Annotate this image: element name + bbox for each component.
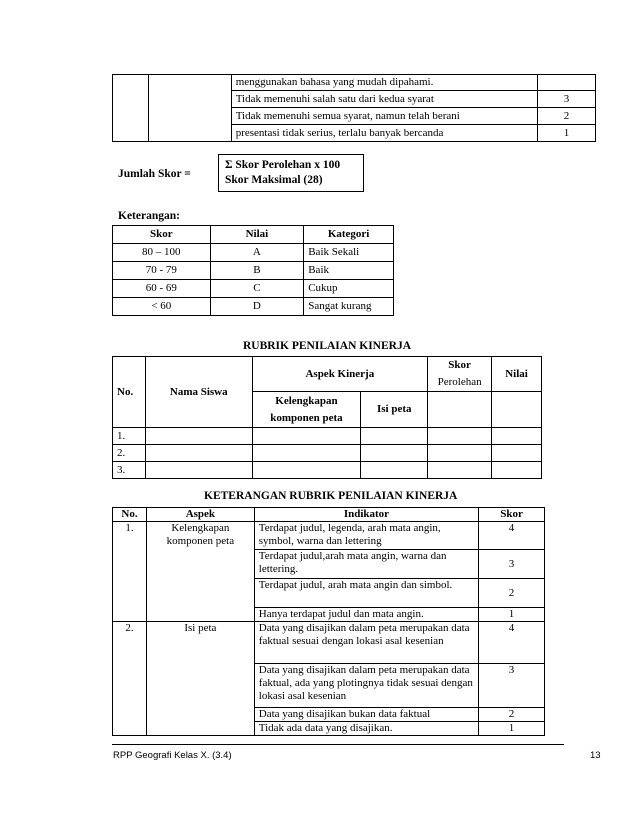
rubrik-cell <box>252 462 361 479</box>
top-table-aspect-cell <box>148 75 231 142</box>
ket-aspek-line2: komponen peta <box>166 535 235 547</box>
keterangan-label: Keterangan: <box>118 210 180 222</box>
rubrik-header-skor-line1: Skor <box>448 359 471 371</box>
ket-header-aspek: Aspek <box>146 508 254 522</box>
top-table-indicator: presentasi tidak serius, terlalu banyak bercanda <box>231 125 537 142</box>
grade-kategori: Cukup <box>304 280 394 298</box>
top-table-indicator: menggunakan bahasa yang mudah dipahami. <box>231 75 537 91</box>
top-table-indicator: Tidak memenuhi semua syarat, namun telah berani <box>231 108 537 125</box>
ket-skor: 2 <box>479 708 545 722</box>
top-table-score <box>538 75 596 91</box>
ket-indikator: Terdapat judul,arah mata angin, warna dan lettering. <box>254 550 478 579</box>
keterangan-table <box>112 507 545 736</box>
ket-row-no: 1. <box>113 522 147 622</box>
rubrik-cell <box>252 428 361 445</box>
ket-indikator: Tidak ada data yang disajikan. <box>254 722 478 736</box>
rubrik-header-kelengkapan <box>252 392 361 428</box>
rubrik-empty-cell <box>492 392 542 428</box>
grade-kategori: Baik <box>304 262 394 280</box>
rubrik-header-kelengkapan-line1: Kelengkapan <box>275 394 338 407</box>
top-table-indicator: Tidak memenuhi salah satu dari kedua syarat <box>231 91 537 108</box>
rubrik-row-no: 2. <box>113 445 146 462</box>
rubrik-title: RUBRIK PENILAIAN KINERJA <box>242 340 412 352</box>
top-table-score: 3 <box>538 91 596 108</box>
ket-indikator: Hanya terdapat judul dan mata angin. <box>254 608 478 622</box>
ket-header-indikator: Indikator <box>254 508 478 522</box>
rubrik-cell <box>145 428 252 445</box>
rubrik-header-skor-line2: Perolehan <box>437 376 482 388</box>
grade-kategori: Baik Sekali <box>304 244 394 262</box>
grade-header-skor: Skor <box>113 226 211 244</box>
ket-header-no: No. <box>113 508 147 522</box>
grade-nilai: B <box>210 262 304 280</box>
ket-skor: 3 <box>479 550 545 579</box>
ket-indikator: Terdapat judul, legenda, arah mata angin, symbol, warna dan lettering <box>254 522 478 550</box>
rubrik-header-kelengkapan-line2: komponen peta <box>270 411 343 424</box>
keterangan-rubrik-title: KETERANGAN RUBRIK PENILAIAN KINERJA <box>204 490 458 502</box>
formula-numerator: Σ Skor Perolehan x 100 <box>225 159 341 171</box>
ket-indikator: Data yang disajikan dalam peta merupakan data faktual, ada yang plotingnya tidak sesuai dengan lokasi asal kesenian <box>254 664 478 708</box>
ket-row-no: 2. <box>113 622 147 736</box>
ket-skor: 4 <box>479 622 545 664</box>
ket-indikator: Data yang disajikan bukan data faktual <box>254 708 478 722</box>
ket-indikator: Terdapat judul, arah mata angin dan simbol. <box>254 579 478 608</box>
score-formula-box <box>218 154 364 192</box>
rubrik-cell <box>361 462 428 479</box>
formula-denominator: Skor Maksimal (28) <box>225 174 323 186</box>
grade-nilai: D <box>210 298 304 316</box>
grade-kategori: Sangat kurang <box>304 298 394 316</box>
jumlah-skor-label: Jumlah Skor = <box>118 168 191 180</box>
rubrik-header-isi: Isi peta <box>361 392 428 428</box>
grade-nilai: C <box>210 280 304 298</box>
top-table <box>112 74 596 142</box>
ket-indikator: Data yang disajikan dalam peta merupakan data faktual sesuai dengan lokasi asal kesenian <box>254 622 478 664</box>
footer-divider <box>112 744 564 745</box>
top-table-score: 1 <box>538 125 596 142</box>
ket-skor: 2 <box>479 579 545 608</box>
ket-skor: 4 <box>479 522 545 550</box>
top-table-no-cell <box>113 75 149 142</box>
grade-skor: 70 - 79 <box>113 262 211 280</box>
grade-table <box>112 225 394 316</box>
rubrik-cell <box>428 428 492 445</box>
rubrik-header-no: No. <box>113 357 146 428</box>
rubrik-cell <box>492 462 542 479</box>
rubrik-cell <box>492 445 542 462</box>
rubrik-header-skor <box>428 357 492 392</box>
rubrik-header-aspek: Aspek Kinerja <box>252 357 428 392</box>
ket-skor: 1 <box>479 608 545 622</box>
footer-title: RPP Geografi Kelas X. (3.4) <box>113 750 232 761</box>
grade-skor: < 60 <box>113 298 211 316</box>
grade-nilai: A <box>210 244 304 262</box>
ket-row-aspek <box>146 622 254 736</box>
ket-row-aspek <box>146 522 254 622</box>
rubrik-cell <box>252 445 361 462</box>
rubrik-empty-cell <box>428 392 492 428</box>
ket-header-skor: Skor <box>479 508 545 522</box>
rubrik-row-no: 1. <box>113 428 146 445</box>
grade-skor: 60 - 69 <box>113 280 211 298</box>
top-table-score: 2 <box>538 108 596 125</box>
page-number: 13 <box>590 750 601 761</box>
ket-aspek-line1: Isi peta <box>184 622 217 634</box>
rubrik-header-nama: Nama Siswa <box>145 357 252 428</box>
rubrik-cell <box>145 462 252 479</box>
rubrik-cell <box>428 445 492 462</box>
rubrik-header-nilai: Nilai <box>492 357 542 392</box>
rubrik-table <box>112 356 542 479</box>
rubrik-cell <box>428 462 492 479</box>
rubrik-cell <box>361 428 428 445</box>
rubrik-cell <box>361 445 428 462</box>
ket-skor: 3 <box>479 664 545 708</box>
grade-header-nilai: Nilai <box>210 226 304 244</box>
grade-header-kategori: Kategori <box>304 226 394 244</box>
rubrik-row-no: 3. <box>113 462 146 479</box>
ket-skor: 1 <box>479 722 545 736</box>
ket-aspek-line1: Kelengkapan <box>171 522 230 534</box>
grade-skor: 80 – 100 <box>113 244 211 262</box>
rubrik-cell <box>145 445 252 462</box>
rubrik-cell <box>492 428 542 445</box>
